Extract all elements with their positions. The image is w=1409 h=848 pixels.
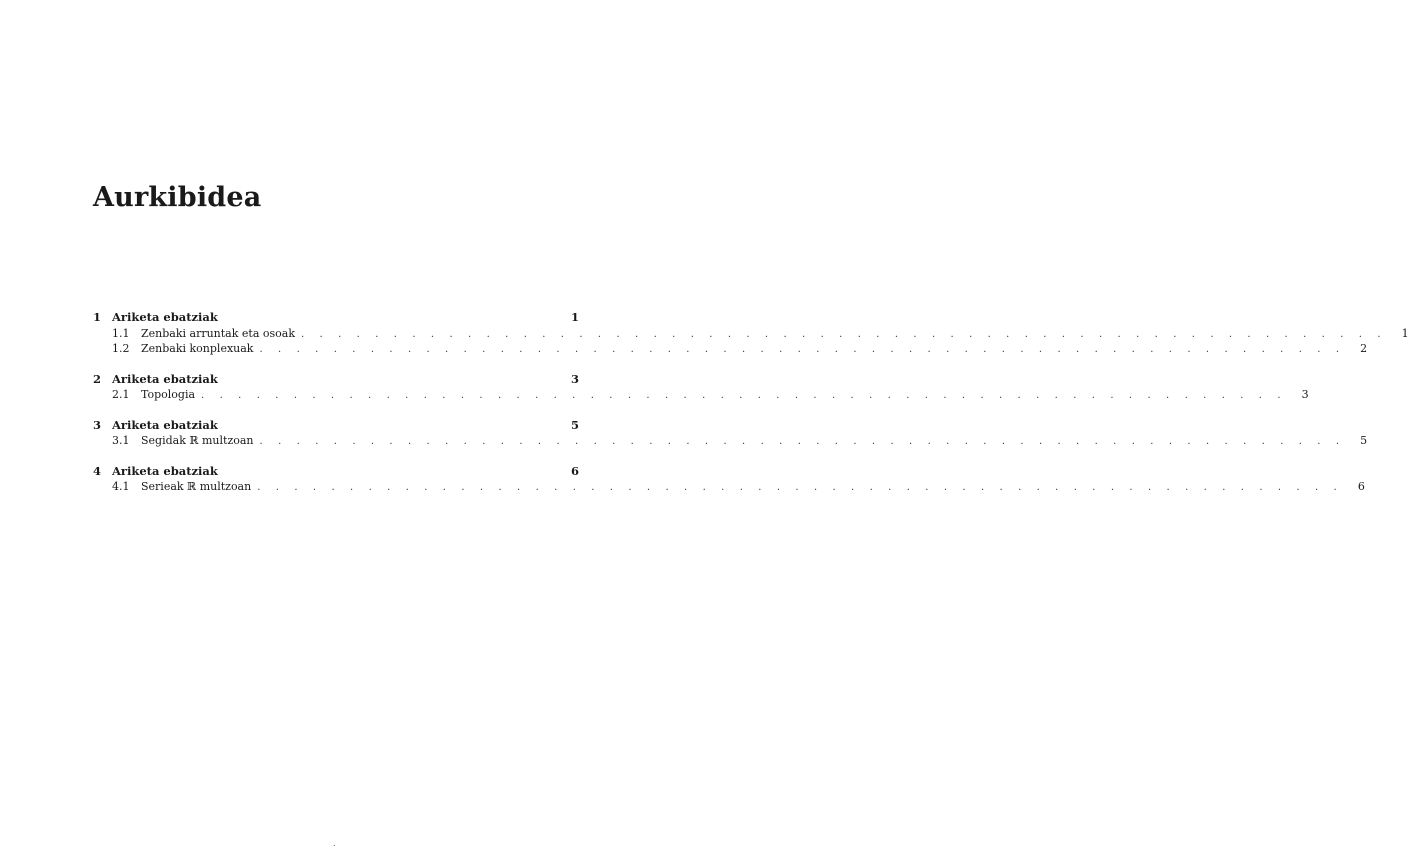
toc-section-entry[interactable] <box>93 479 1365 495</box>
toc-chapter-entry[interactable] <box>93 418 579 434</box>
section-title: Topologia <box>141 388 196 401</box>
chapter-number: 2 <box>93 371 102 386</box>
section-page-number: 2 <box>1360 342 1368 355</box>
toc-chapter-entry[interactable] <box>93 464 579 480</box>
chapter-title: Ariketa ebatziak <box>112 371 218 386</box>
section-number: 2.1 <box>112 388 130 401</box>
toc-section-entry[interactable] <box>93 341 1368 357</box>
toc-section-entry[interactable] <box>93 433 1368 449</box>
section-page-number: 3 <box>1301 388 1309 401</box>
toc-section-entry[interactable] <box>93 387 1309 403</box>
dot-leader: . . . . . . . . . . . . . . . . . . . . . . . . . . . . . . . . . . . . . . . . . . . . . . . . . . . . . . . . . . . <box>301 328 1387 340</box>
toc-chapter <box>93 310 1409 357</box>
chapter-title: Ariketa ebatziak <box>112 417 218 432</box>
section-number: 3.1 <box>112 434 130 447</box>
chapter-title: Ariketa ebatziak <box>112 310 218 324</box>
toc-chapter <box>93 417 1368 449</box>
toc-chapter-entry[interactable] <box>93 310 579 326</box>
toc-chapter-entry[interactable] <box>93 372 579 388</box>
section-page-number: 6 <box>1357 480 1365 493</box>
section-title: Zenbaki arruntak eta osoak <box>141 326 295 340</box>
chapter-page-number: 5 <box>570 417 579 432</box>
chapter-page-number: 6 <box>570 463 579 478</box>
section-number: 1.1 <box>112 326 130 340</box>
section-page-number: 1 <box>1401 326 1409 340</box>
chapter-number: 1 <box>93 310 102 324</box>
footer-mark: . <box>333 839 336 848</box>
chapter-page-number: 3 <box>570 371 579 386</box>
toc-chapter <box>93 371 1309 403</box>
section-number: 4.1 <box>112 480 130 493</box>
dot-leader: . . . . . . . . . . . . . . . . . . . . . . . . . . . . . . . . . . . . . . . . . . . . . . . . . . . . . . . . . . . <box>259 344 1346 355</box>
chapter-title: Ariketa ebatziak <box>112 463 218 478</box>
page-title: Aurkibidea <box>93 182 262 213</box>
section-title: Segidak ℝ multzoan <box>141 434 254 447</box>
section-title: Zenbaki konplexuak <box>141 342 254 355</box>
section-number: 1.2 <box>112 342 130 355</box>
table-of-contents <box>93 310 1409 510</box>
dot-leader: . . . . . . . . . . . . . . . . . . . . . . . . . . . . . . . . . . . . . . . . . . . . . . . . . . . . . . . . . . . <box>257 482 1343 493</box>
toc-chapter <box>93 463 1365 495</box>
chapter-number: 3 <box>93 417 102 432</box>
chapter-page-number: 1 <box>570 310 579 324</box>
chapter-number: 4 <box>93 463 102 478</box>
section-title: Serieak ℝ multzoan <box>141 480 252 493</box>
section-page-number: 5 <box>1360 434 1368 447</box>
toc-section-entry[interactable] <box>93 326 1409 342</box>
dot-leader: . . . . . . . . . . . . . . . . . . . . . . . . . . . . . . . . . . . . . . . . . . . . . . . . . . . . . . . . . . . <box>259 436 1346 447</box>
dot-leader: . . . . . . . . . . . . . . . . . . . . . . . . . . . . . . . . . . . . . . . . . . . . . . . . . . . . . . . . . . . <box>201 390 1287 401</box>
